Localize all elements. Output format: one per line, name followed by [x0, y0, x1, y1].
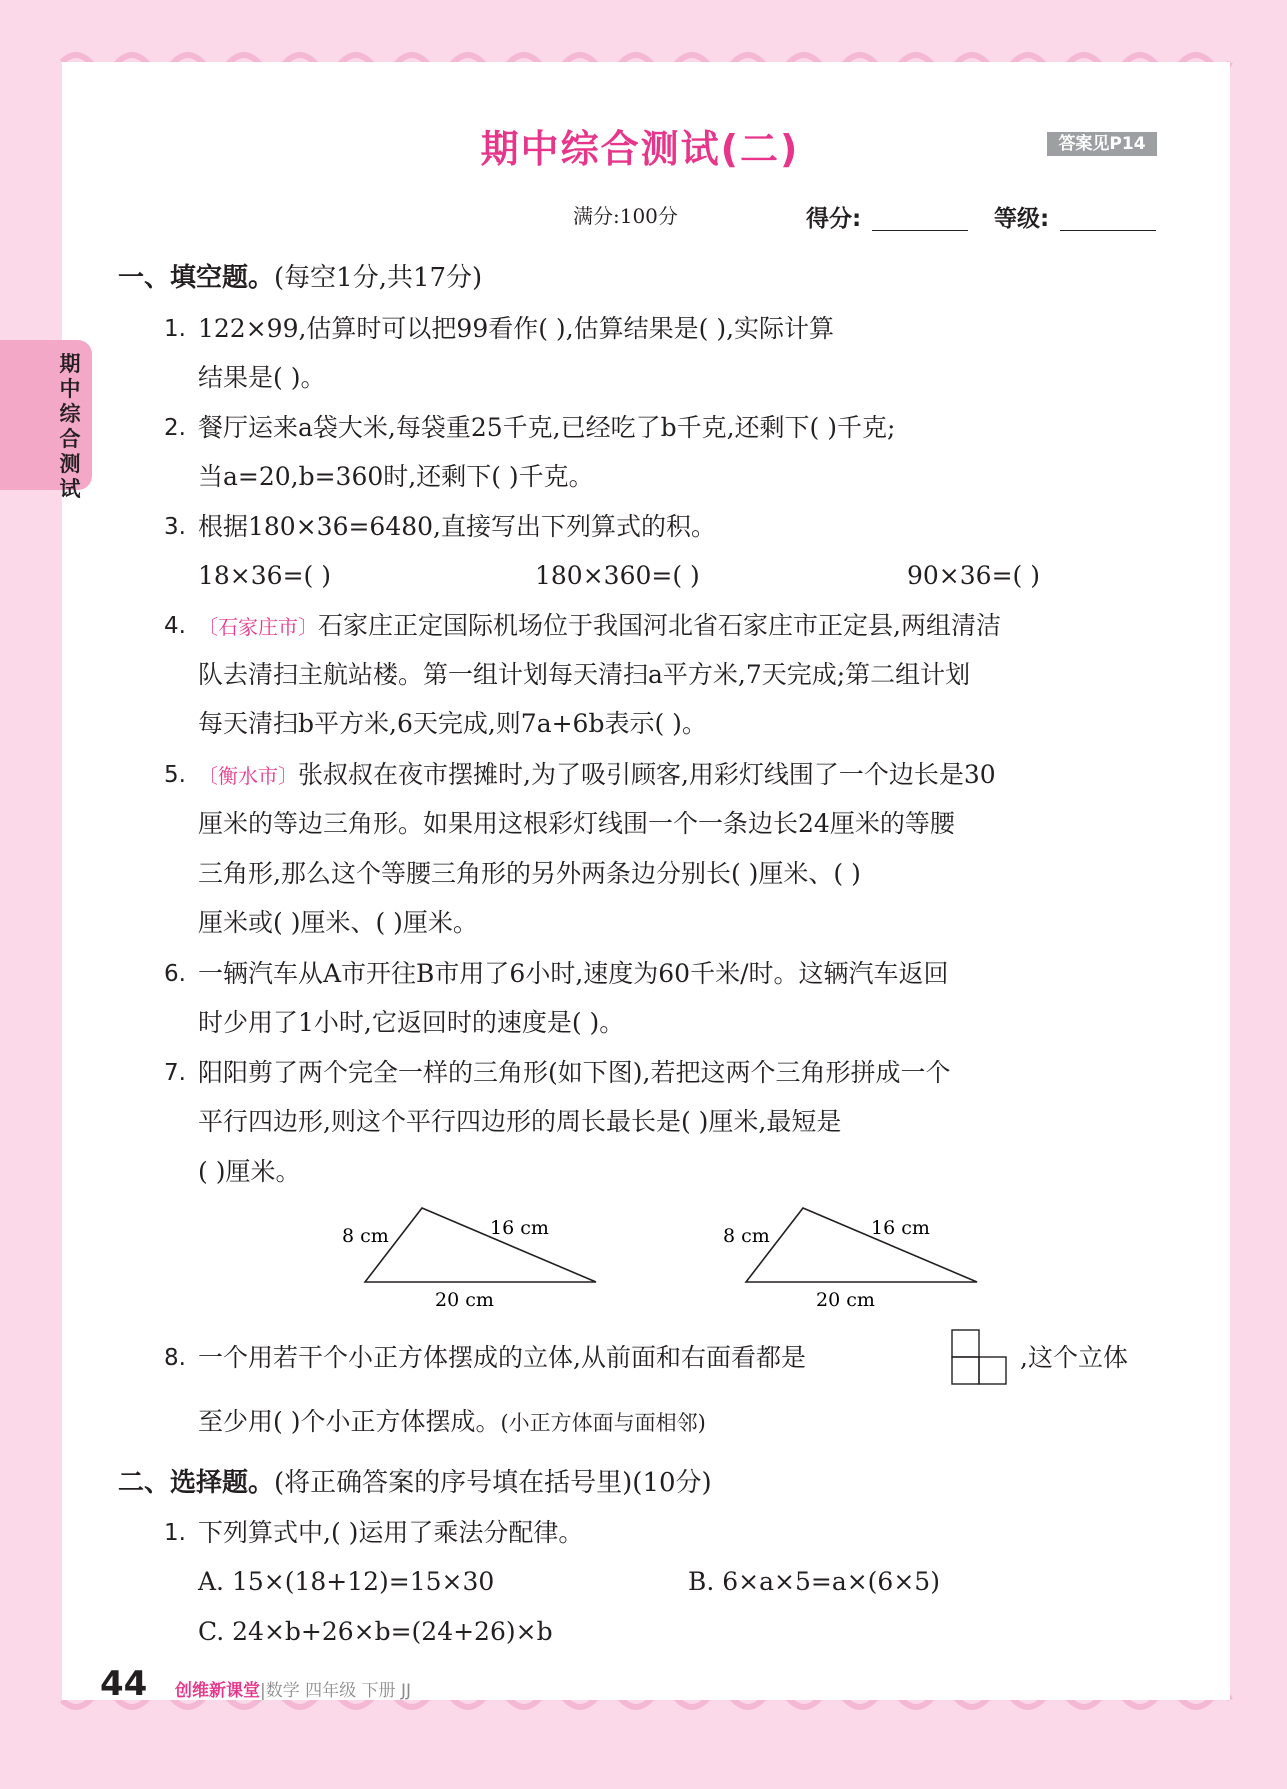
q7-number: 7.: [164, 1060, 186, 1086]
q4-line3: 每天清扫b平方米,6天完成,则7a+6b表示( )。: [198, 709, 707, 738]
section2-note: (将正确答案的序号填在括号里)(10分): [274, 1468, 712, 1498]
q5-line3: 三角形,那么这个等腰三角形的另外两条边分别长( )厘米、( ): [198, 859, 861, 888]
q5-line4: 厘米或( )厘米、( )厘米。: [198, 908, 478, 937]
section1-heading: [118, 262, 482, 294]
s2-q1-number: 1.: [164, 1520, 186, 1546]
section2-title: 二、选择题。: [118, 1468, 275, 1498]
q7-triangles-figure: [330, 1200, 990, 1315]
q1-line1: 122×99,估算时可以把99看作( ),估算结果是( ),实际计算: [198, 314, 835, 343]
q7-line3: ( )厘米。: [198, 1157, 301, 1186]
q6-number: 6.: [164, 961, 186, 987]
cube-view-icon: [950, 1328, 1014, 1388]
q3-number: 3.: [164, 514, 186, 540]
q4-line1-text: 石家庄正定国际机场位于我国河北省石家庄市正定县,两组清洁: [318, 611, 1001, 640]
q6-line1: 一辆汽车从A市开往B市用了6小时,速度为60千米/时。这辆汽车返回: [198, 959, 949, 988]
section2-heading: [118, 1467, 712, 1499]
triangle-right: [723, 1208, 977, 1311]
q5-line1: [198, 759, 996, 792]
triangle-right-base-label: 20 cm: [816, 1289, 875, 1311]
grade-label: 等级:: [994, 206, 1050, 232]
footer-subject: |数学 四年级 下册 JJ: [260, 1681, 411, 1701]
q5-city-tag: 〔衡水市〕: [198, 764, 298, 788]
q7-line1: 阳阳剪了两个完全一样的三角形(如下图),若把这两个三角形拼成一个: [198, 1058, 951, 1087]
section1-note: (每空1分,共17分): [274, 263, 483, 293]
q8-number: 8.: [164, 1345, 186, 1371]
page-number: 44: [100, 1664, 148, 1704]
q3-expr1: 18×36=( ): [198, 561, 331, 590]
q8-line1b: ,这个立体: [1020, 1343, 1128, 1372]
grade-blank[interactable]: [1060, 230, 1156, 231]
s2-q1-stem: 下列算式中,( )运用了乘法分配律。: [198, 1518, 584, 1547]
section1-title: 一、填空题。: [118, 263, 275, 293]
triangle-right-side-label: 8 cm: [723, 1225, 770, 1247]
full-marks: 满分:100分: [573, 204, 678, 228]
q2-line1: 餐厅运来a袋大米,每袋重25千克,已经吃了b千克,还剩下( )千克;: [198, 413, 896, 442]
q8-line2: [198, 1406, 706, 1439]
q4-line1: [198, 610, 1001, 643]
q2-line2: 当a=20,b=360时,还剩下( )千克。: [198, 462, 594, 491]
score-blank[interactable]: [872, 230, 968, 231]
q3-expr3: 90×36=( ): [907, 561, 1040, 590]
q4-number: 4.: [164, 613, 186, 639]
q4-city-tag: 〔石家庄市〕: [198, 615, 318, 639]
q3-expr2: 180×360=( ): [535, 561, 700, 590]
q5-line2: 厘米的等边三角形。如果用这根彩灯线围一个一条边长24厘米的等腰: [198, 809, 955, 838]
side-tab-label: 期中综合测试: [59, 352, 81, 501]
page-title: 期中综合测试(二): [480, 127, 800, 171]
q7-line2: 平行四边形,则这个平行四边形的周长最长是( )厘米,最短是: [198, 1107, 842, 1136]
q8-line2-text: 至少用( )个小正方体摆成。: [198, 1407, 501, 1436]
triangle-left-base-label: 20 cm: [435, 1289, 494, 1311]
q4-line2: 队去清扫主航站楼。第一组计划每天清扫a平方米,7天完成;第二组计划: [198, 660, 971, 689]
s2-q1-option-a[interactable]: A. 15×(18+12)=15×30: [198, 1567, 495, 1596]
footer-brand: 创维新课堂: [175, 1681, 260, 1701]
q2-number: 2.: [164, 415, 186, 441]
triangle-left: [342, 1208, 596, 1311]
q6-line2: 时少用了1小时,它返回时的速度是( )。: [198, 1008, 625, 1037]
q3-line1: 根据180×36=6480,直接写出下列算式的积。: [198, 512, 716, 541]
triangle-right-hyp-label: 16 cm: [871, 1217, 930, 1239]
s2-q1-option-b[interactable]: B. 6×a×5=a×(6×5): [688, 1567, 940, 1596]
q8-line1a: 一个用若干个小正方体摆成的立体,从前面和右面看都是: [198, 1343, 806, 1372]
q1-number: 1.: [164, 316, 186, 342]
s2-q1-option-c[interactable]: C. 24×b+26×b=(24+26)×b: [198, 1617, 553, 1646]
q5-line1-text: 张叔叔在夜市摆摊时,为了吸引顾客,用彩灯线围了一个边长是30: [298, 760, 996, 789]
footer-info: [175, 1676, 411, 1701]
triangle-left-hyp-label: 16 cm: [490, 1217, 549, 1239]
answer-reference-badge: 答案见P14: [1047, 132, 1157, 156]
q5-number: 5.: [164, 762, 186, 788]
side-tab: [0, 340, 92, 501]
q8-line2-note: (小正方体面与面相邻): [500, 1411, 706, 1435]
q1-line2: 结果是( )。: [198, 363, 326, 392]
triangle-left-side-label: 8 cm: [342, 1225, 389, 1247]
score-label: 得分:: [806, 206, 862, 232]
